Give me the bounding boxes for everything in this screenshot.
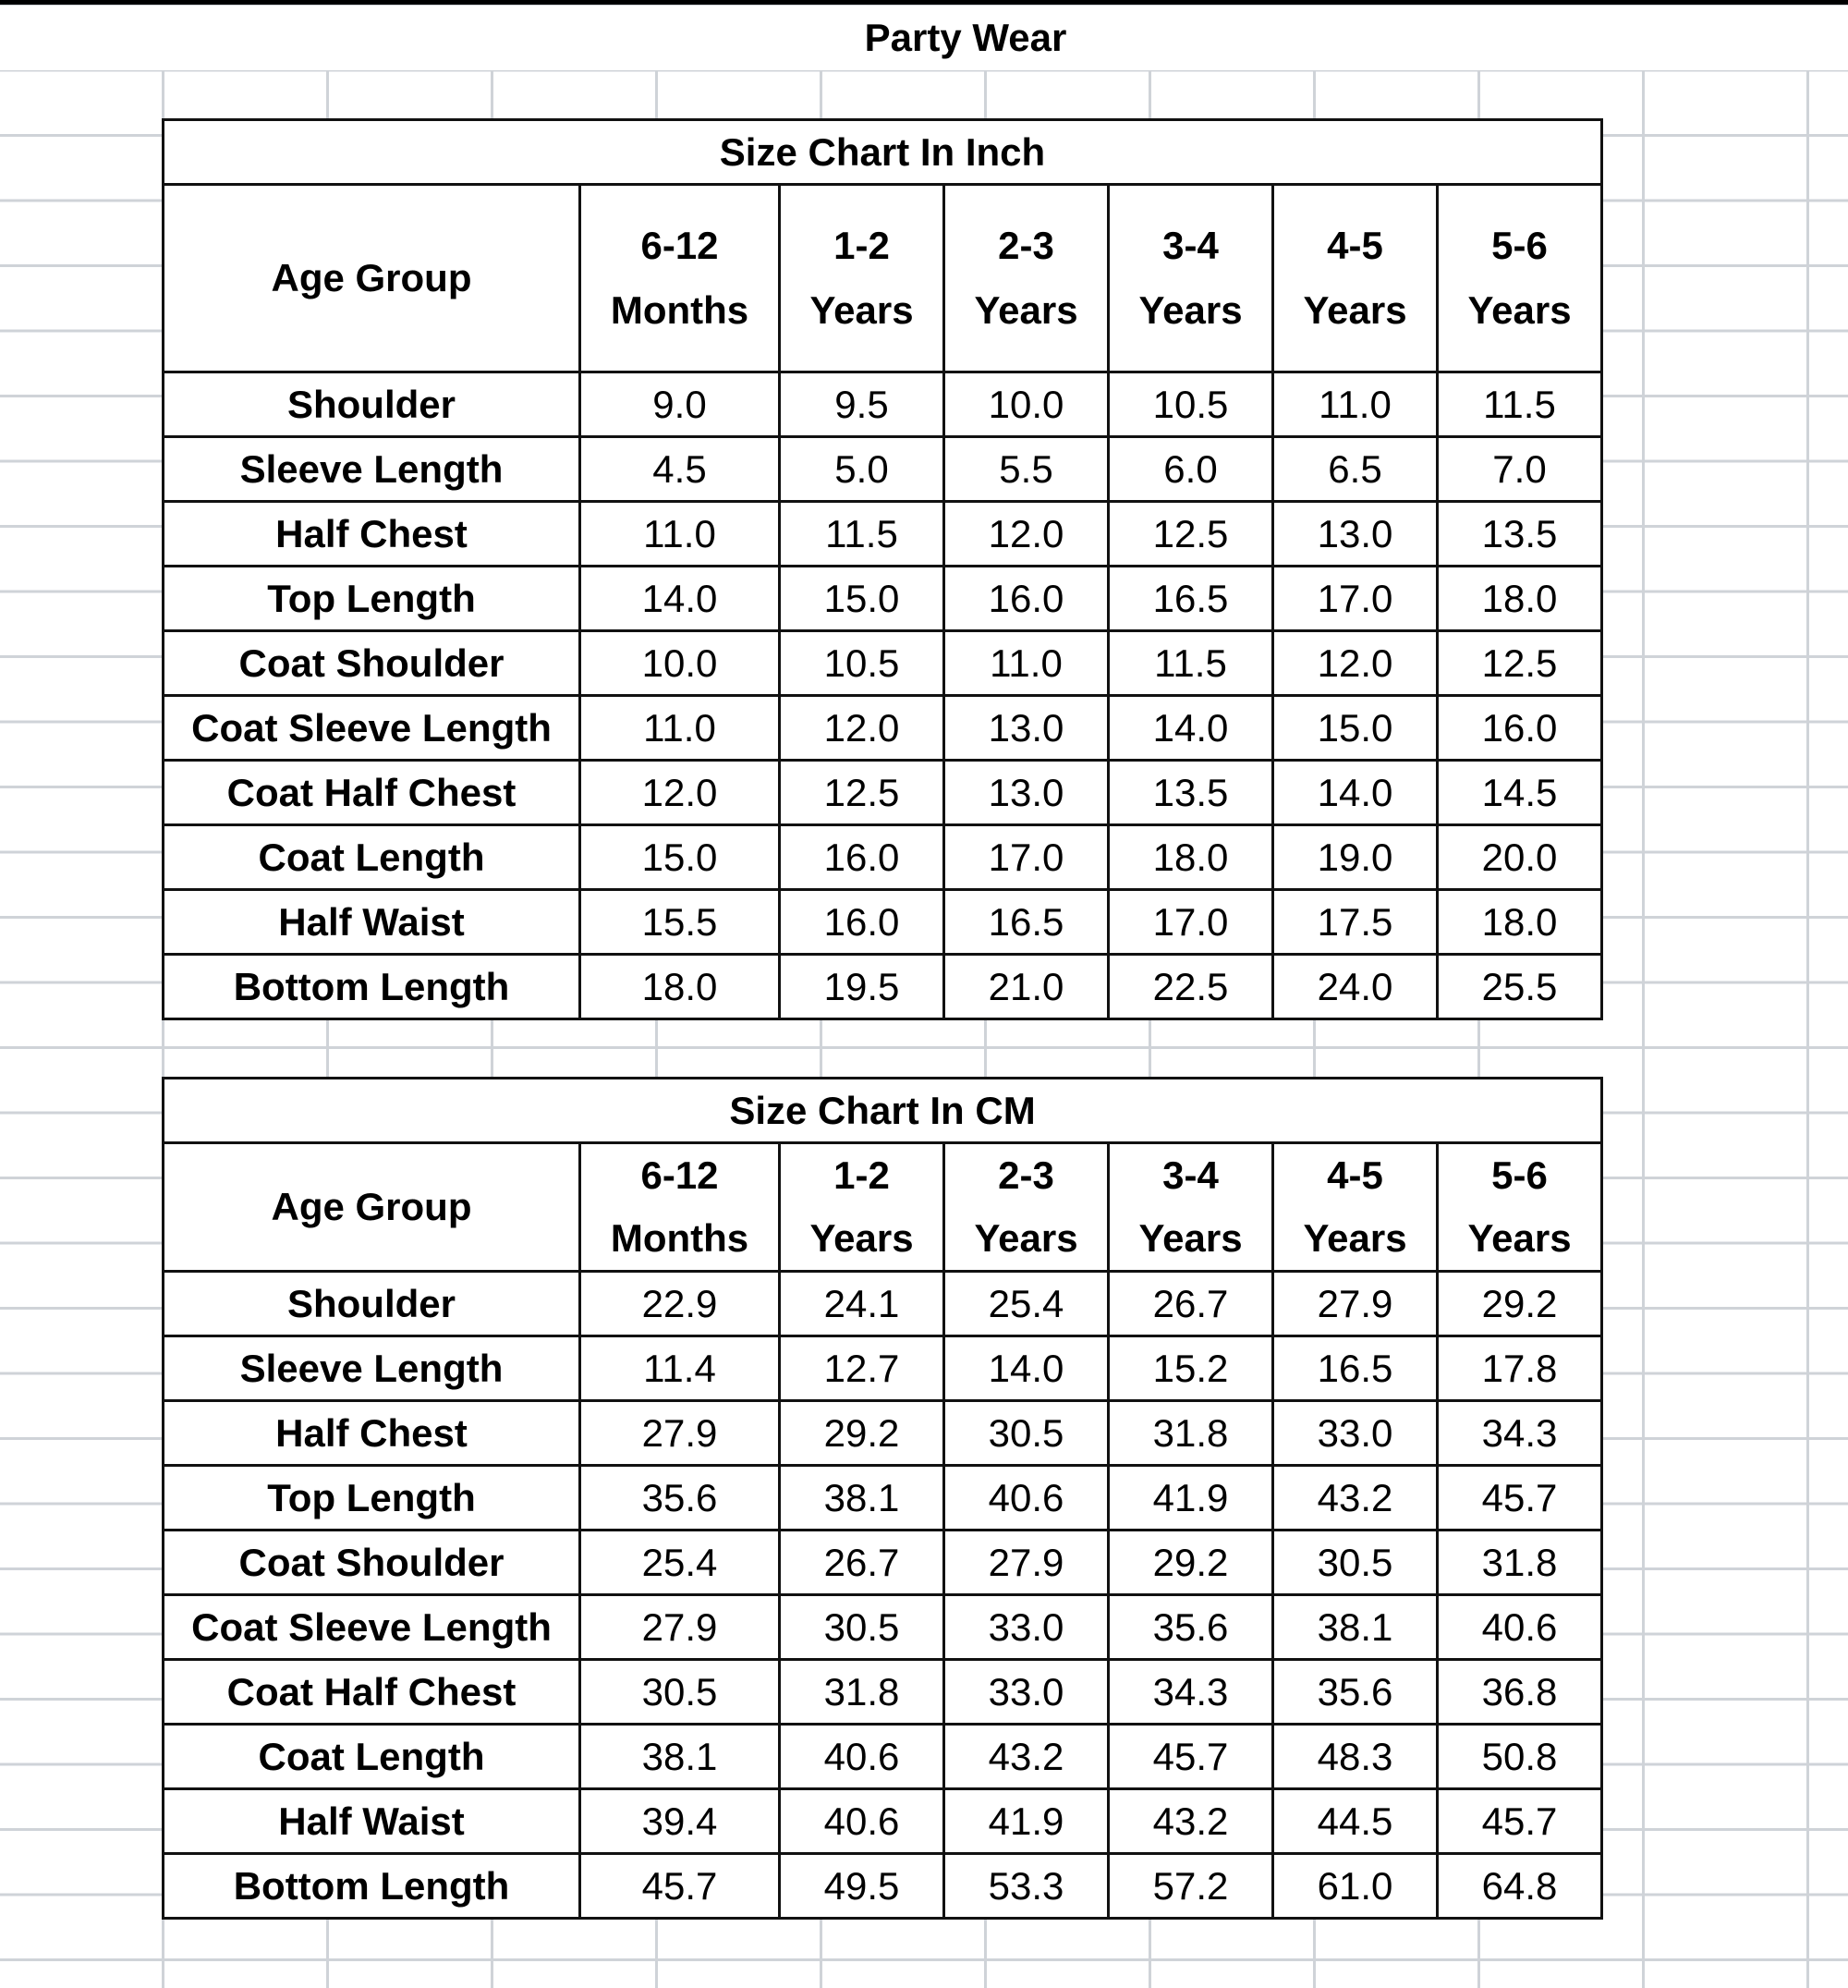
measurement-value: 48.3 <box>1273 1725 1438 1789</box>
measurement-value: 18.0 <box>1438 567 1602 631</box>
measurement-value: 36.8 <box>1438 1660 1602 1725</box>
age-range: 3-4 <box>1162 1153 1219 1197</box>
measurement-label: Coat Sleeve Length <box>164 696 580 761</box>
age-unit: Years <box>1138 1216 1243 1260</box>
table-row <box>164 567 1602 631</box>
measurement-value: 38.1 <box>780 1466 944 1531</box>
measurement-value: 29.2 <box>780 1401 944 1466</box>
measurement-value: 14.5 <box>1438 761 1602 825</box>
measurement-value: 11.5 <box>1438 372 1602 437</box>
measurement-value: 18.0 <box>1109 825 1273 890</box>
age-unit: Years <box>1138 288 1243 332</box>
measurement-value: 33.0 <box>1273 1401 1438 1466</box>
measurement-value: 11.5 <box>780 502 944 567</box>
measurement-value: 12.5 <box>1438 631 1602 696</box>
measurement-label: Half Chest <box>164 1401 580 1466</box>
measurement-value: 45.7 <box>580 1854 780 1919</box>
measurement-value: 13.5 <box>1109 761 1273 825</box>
measurement-value: 15.0 <box>580 825 780 890</box>
measurement-value: 12.0 <box>1273 631 1438 696</box>
measurement-value: 22.9 <box>580 1272 780 1336</box>
measurement-value: 12.7 <box>780 1336 944 1401</box>
table-row <box>164 437 1602 502</box>
measurement-value: 5.0 <box>780 437 944 502</box>
measurement-label: Coat Half Chest <box>164 761 580 825</box>
measurement-value: 26.7 <box>1109 1272 1273 1336</box>
table-row <box>164 1272 1602 1336</box>
table-row <box>164 372 1602 437</box>
measurement-value: 17.8 <box>1438 1336 1602 1401</box>
measurement-value: 9.5 <box>780 372 944 437</box>
measurement-value: 30.5 <box>780 1595 944 1660</box>
age-unit: Years <box>1303 288 1407 332</box>
measurement-value: 15.0 <box>780 567 944 631</box>
measurement-value: 17.0 <box>1109 890 1273 955</box>
measurement-value: 25.4 <box>580 1531 780 1595</box>
table-body <box>164 372 1602 1019</box>
measurement-value: 35.6 <box>1273 1660 1438 1725</box>
measurement-value: 14.0 <box>1109 696 1273 761</box>
measurement-value: 40.6 <box>780 1789 944 1854</box>
measurement-value: 41.9 <box>944 1789 1109 1854</box>
measurement-value: 15.2 <box>1109 1336 1273 1401</box>
measurement-label: Coat Length <box>164 1725 580 1789</box>
table-row <box>164 1789 1602 1854</box>
measurement-value: 19.0 <box>1273 825 1438 890</box>
measurement-value: 10.0 <box>944 372 1109 437</box>
table-caption: Size Chart In CM <box>164 1079 1602 1143</box>
measurement-value: 9.0 <box>580 372 780 437</box>
measurement-label: Coat Shoulder <box>164 631 580 696</box>
age-group-header <box>780 1143 944 1272</box>
measurement-value: 11.0 <box>944 631 1109 696</box>
measurement-label: Half Waist <box>164 890 580 955</box>
measurement-value: 11.4 <box>580 1336 780 1401</box>
measurement-value: 64.8 <box>1438 1854 1602 1919</box>
measurement-value: 30.5 <box>580 1660 780 1725</box>
age-group-header <box>780 185 944 372</box>
measurement-value: 43.2 <box>944 1725 1109 1789</box>
measurement-label: Bottom Length <box>164 955 580 1019</box>
measurement-value: 16.5 <box>944 890 1109 955</box>
table-row <box>164 890 1602 955</box>
top-border <box>0 0 1848 5</box>
measurement-value: 33.0 <box>944 1660 1109 1725</box>
measurement-label: Shoulder <box>164 1272 580 1336</box>
measurement-label: Top Length <box>164 1466 580 1531</box>
measurement-value: 50.8 <box>1438 1725 1602 1789</box>
age-group-header <box>1273 1143 1438 1272</box>
measurement-value: 13.5 <box>1438 502 1602 567</box>
measurement-value: 15.5 <box>580 890 780 955</box>
measurement-value: 10.5 <box>1109 372 1273 437</box>
measurement-value: 16.0 <box>944 567 1109 631</box>
measurement-value: 16.5 <box>1109 567 1273 631</box>
age-range: 4-5 <box>1327 224 1383 267</box>
measurement-value: 6.0 <box>1109 437 1273 502</box>
table-row <box>164 1336 1602 1401</box>
measurement-label: Coat Sleeve Length <box>164 1595 580 1660</box>
age-range: 5-6 <box>1491 224 1548 267</box>
measurement-value: 15.0 <box>1273 696 1438 761</box>
measurement-label: Sleeve Length <box>164 1336 580 1401</box>
measurement-value: 11.0 <box>580 502 780 567</box>
age-range: 2-3 <box>998 1153 1054 1197</box>
table-row <box>164 1466 1602 1531</box>
age-range: 6-12 <box>640 1153 719 1197</box>
age-group-header <box>944 1143 1109 1272</box>
measurement-value: 41.9 <box>1109 1466 1273 1531</box>
measurement-value: 16.5 <box>1273 1336 1438 1401</box>
measurement-value: 11.5 <box>1109 631 1273 696</box>
measurement-value: 20.0 <box>1438 825 1602 890</box>
measurement-value: 35.6 <box>1109 1595 1273 1660</box>
measurement-value: 53.3 <box>944 1854 1109 1919</box>
table-row <box>164 502 1602 567</box>
measurement-label: Coat Length <box>164 825 580 890</box>
measurement-value: 57.2 <box>1109 1854 1273 1919</box>
measurement-value: 33.0 <box>944 1595 1109 1660</box>
measurement-value: 14.0 <box>580 567 780 631</box>
age-unit: Years <box>809 288 914 332</box>
measurement-value: 40.6 <box>944 1466 1109 1531</box>
measurement-value: 38.1 <box>1273 1595 1438 1660</box>
measurement-value: 12.0 <box>580 761 780 825</box>
measurement-value: 12.5 <box>1109 502 1273 567</box>
age-group-header <box>1273 185 1438 372</box>
measurement-value: 11.0 <box>580 696 780 761</box>
measurement-value: 61.0 <box>1273 1854 1438 1919</box>
measurement-value: 38.1 <box>580 1725 780 1789</box>
age-unit: Years <box>809 1216 914 1260</box>
measurement-value: 31.8 <box>1438 1531 1602 1595</box>
measurement-label: Coat Shoulder <box>164 1531 580 1595</box>
age-range: 2-3 <box>998 224 1054 267</box>
measurement-value: 27.9 <box>944 1531 1109 1595</box>
measurement-value: 13.0 <box>1273 502 1438 567</box>
table-row <box>164 1660 1602 1725</box>
measurement-value: 31.8 <box>1109 1401 1273 1466</box>
table-row <box>164 761 1602 825</box>
measurement-value: 16.0 <box>1438 696 1602 761</box>
measurement-label: Bottom Length <box>164 1854 580 1919</box>
measurement-value: 25.5 <box>1438 955 1602 1019</box>
measurement-value: 44.5 <box>1273 1789 1438 1854</box>
age-range: 3-4 <box>1162 224 1219 267</box>
page-title: Party Wear <box>0 6 1848 70</box>
age-group-header <box>580 185 780 372</box>
measurement-label: Half Chest <box>164 502 580 567</box>
measurement-value: 27.9 <box>1273 1272 1438 1336</box>
measurement-value: 19.5 <box>780 955 944 1019</box>
measurement-value: 14.0 <box>944 1336 1109 1401</box>
measurement-value: 29.2 <box>1438 1272 1602 1336</box>
measurement-label: Half Waist <box>164 1789 580 1854</box>
measurement-value: 12.5 <box>780 761 944 825</box>
measurement-value: 31.8 <box>780 1660 944 1725</box>
measurement-value: 25.4 <box>944 1272 1109 1336</box>
table-row <box>164 1854 1602 1919</box>
table-row <box>164 1401 1602 1466</box>
table-body <box>164 1272 1602 1919</box>
measurement-value: 24.0 <box>1273 955 1438 1019</box>
measurement-value: 12.0 <box>944 502 1109 567</box>
measurement-value: 43.2 <box>1273 1466 1438 1531</box>
measurement-value: 43.2 <box>1109 1789 1273 1854</box>
measurement-value: 10.5 <box>780 631 944 696</box>
measurement-value: 11.0 <box>1273 372 1438 437</box>
measurement-value: 27.9 <box>580 1595 780 1660</box>
table-row <box>164 1725 1602 1789</box>
age-group-label: Age Group <box>164 185 580 372</box>
age-unit: Years <box>974 288 1078 332</box>
measurement-value: 29.2 <box>1109 1531 1273 1595</box>
measurement-value: 45.7 <box>1109 1725 1273 1789</box>
age-unit: Years <box>1467 288 1572 332</box>
table-row <box>164 631 1602 696</box>
size-chart-cm <box>162 1077 1603 1920</box>
age-unit: Years <box>974 1216 1078 1260</box>
table-row <box>164 955 1602 1019</box>
measurement-value: 21.0 <box>944 955 1109 1019</box>
measurement-value: 13.0 <box>944 696 1109 761</box>
measurement-value: 27.9 <box>580 1401 780 1466</box>
age-group-header <box>944 185 1109 372</box>
measurement-value: 26.7 <box>780 1531 944 1595</box>
measurement-value: 5.5 <box>944 437 1109 502</box>
measurement-label: Shoulder <box>164 372 580 437</box>
age-group-header <box>580 1143 780 1272</box>
measurement-value: 18.0 <box>580 955 780 1019</box>
measurement-value: 35.6 <box>580 1466 780 1531</box>
measurement-value: 39.4 <box>580 1789 780 1854</box>
measurement-value: 16.0 <box>780 825 944 890</box>
measurement-label: Top Length <box>164 567 580 631</box>
table-row <box>164 1595 1602 1660</box>
measurement-value: 22.5 <box>1109 955 1273 1019</box>
measurement-value: 34.3 <box>1109 1660 1273 1725</box>
age-group-label: Age Group <box>164 1143 580 1272</box>
size-chart-inch <box>162 118 1603 1020</box>
age-range: 4-5 <box>1327 1153 1383 1197</box>
measurement-value: 18.0 <box>1438 890 1602 955</box>
measurement-value: 16.0 <box>780 890 944 955</box>
table-row <box>164 1531 1602 1595</box>
table-row <box>164 825 1602 890</box>
age-group-header <box>1438 185 1602 372</box>
measurement-value: 40.6 <box>1438 1595 1602 1660</box>
age-unit: Months <box>610 1216 749 1260</box>
age-unit: Years <box>1467 1216 1572 1260</box>
measurement-value: 24.1 <box>780 1272 944 1336</box>
age-range: 5-6 <box>1491 1153 1548 1197</box>
measurement-value: 49.5 <box>780 1854 944 1919</box>
measurement-value: 34.3 <box>1438 1401 1602 1466</box>
measurement-label: Sleeve Length <box>164 437 580 502</box>
measurement-value: 6.5 <box>1273 437 1438 502</box>
age-group-row <box>164 185 1602 372</box>
measurement-value: 45.7 <box>1438 1466 1602 1531</box>
measurement-value: 14.0 <box>1273 761 1438 825</box>
measurement-value: 30.5 <box>944 1401 1109 1466</box>
age-range: 1-2 <box>833 1153 890 1197</box>
age-unit: Months <box>610 288 749 332</box>
measurement-value: 4.5 <box>580 437 780 502</box>
measurement-value: 30.5 <box>1273 1531 1438 1595</box>
age-range: 1-2 <box>833 224 890 267</box>
measurement-value: 17.0 <box>944 825 1109 890</box>
measurement-value: 17.5 <box>1273 890 1438 955</box>
age-unit: Years <box>1303 1216 1407 1260</box>
measurement-value: 17.0 <box>1273 567 1438 631</box>
measurement-value: 7.0 <box>1438 437 1602 502</box>
measurement-value: 13.0 <box>944 761 1109 825</box>
age-group-header <box>1109 185 1273 372</box>
measurement-value: 10.0 <box>580 631 780 696</box>
table-row <box>164 696 1602 761</box>
measurement-value: 12.0 <box>780 696 944 761</box>
table-caption: Size Chart In Inch <box>164 120 1602 185</box>
age-group-header <box>1438 1143 1602 1272</box>
age-group-row <box>164 1143 1602 1272</box>
age-range: 6-12 <box>640 224 719 267</box>
measurement-value: 45.7 <box>1438 1789 1602 1854</box>
age-group-header <box>1109 1143 1273 1272</box>
measurement-value: 40.6 <box>780 1725 944 1789</box>
measurement-label: Coat Half Chest <box>164 1660 580 1725</box>
